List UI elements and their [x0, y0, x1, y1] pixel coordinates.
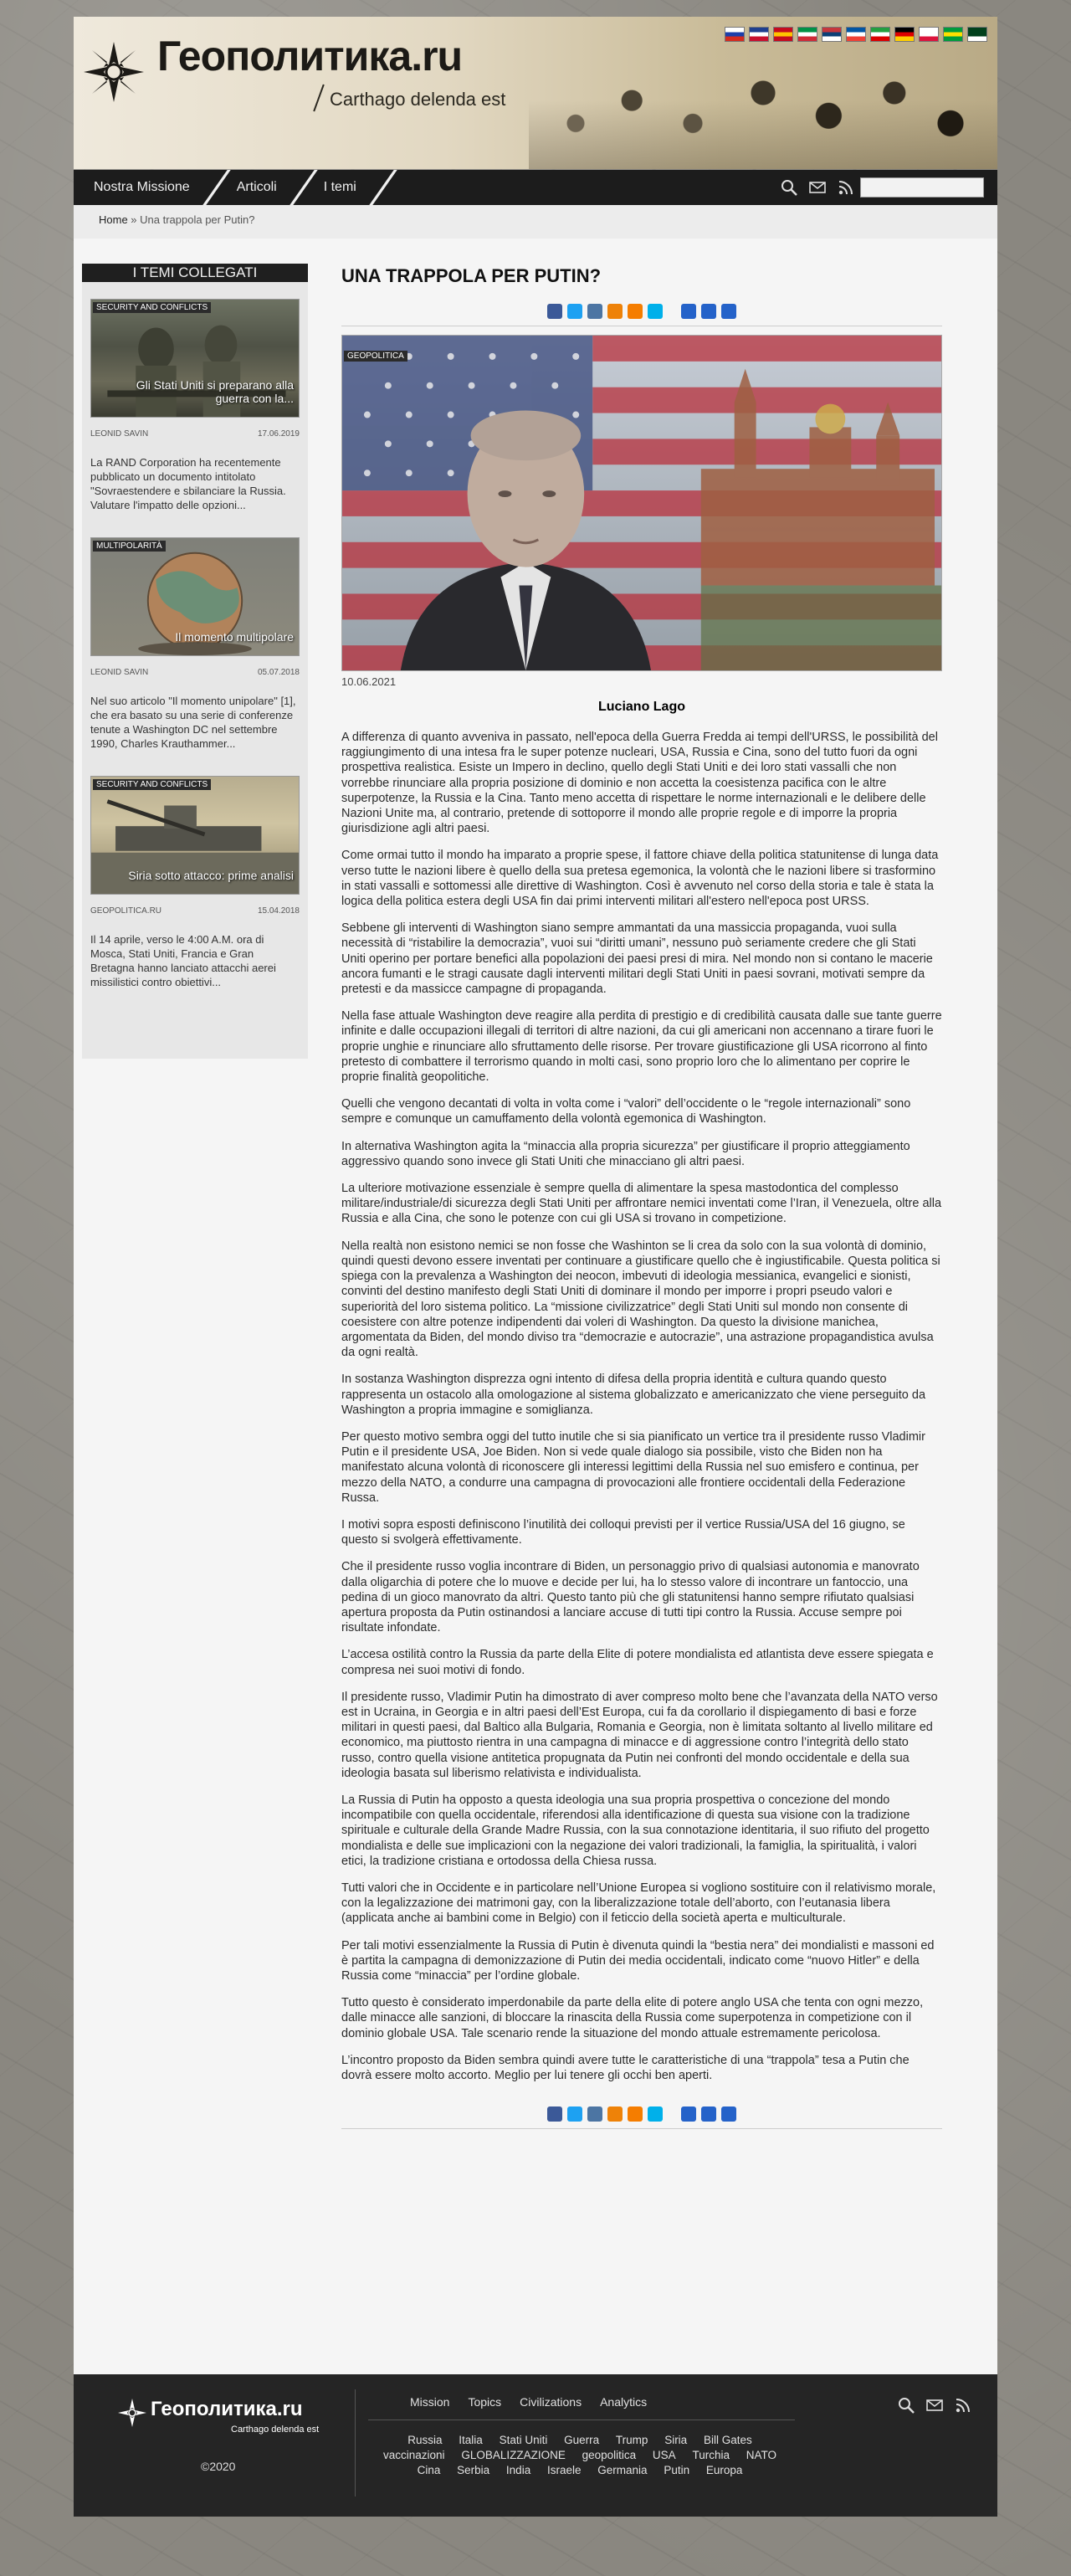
related-card-image[interactable]	[90, 537, 300, 656]
related-card-author[interactable]: LEONID SAVIN	[90, 668, 149, 677]
share-bar-bottom	[341, 2106, 942, 2129]
article-paragraph: In alternativa Washington agita la “minaccia alla propria sicurezza” per giustificare il proprio atteggiamento aggressivo quando sono invece gli Stati Uniti che minacciano gli altri paesi.	[341, 1139, 910, 1168]
more-icon[interactable]	[721, 304, 736, 319]
mail-icon[interactable]	[808, 178, 827, 197]
related-card-caption[interactable]: Siria sotto attacco: prime analisi	[128, 869, 294, 882]
logo-icon[interactable]	[82, 40, 146, 104]
footer-logo-text[interactable]: Геополитика.ru	[151, 2398, 303, 2420]
footer-tagline: Carthago delenda est	[231, 2425, 320, 2435]
footer-tag-link[interactable]: NATO	[746, 2449, 776, 2461]
site-container	[74, 17, 997, 2517]
twitter-icon[interactable]	[567, 304, 582, 319]
related-card-author[interactable]: GEOPOLITICA.RU	[90, 906, 162, 916]
flag-pk-icon[interactable]	[967, 27, 987, 42]
footer-tag-link[interactable]: Siria	[664, 2434, 688, 2446]
article-date: 10.06.2021	[341, 675, 397, 688]
related-card-image[interactable]	[90, 299, 300, 418]
odnoklassniki-icon[interactable]	[607, 2106, 623, 2122]
footer-tag-link[interactable]: Israele	[546, 2464, 582, 2476]
email-icon[interactable]	[681, 304, 696, 319]
footer-icons	[897, 2396, 972, 2414]
share-spacer	[668, 2106, 676, 2122]
twitter-icon[interactable]	[567, 2106, 582, 2122]
footer-divider	[355, 2389, 356, 2496]
article-title: UNA TRAPPOLA PER PUTIN?	[341, 265, 602, 286]
nav-item-articoli[interactable]: Articoli	[213, 170, 300, 205]
related-card-meta	[90, 906, 300, 916]
article-paragraph: In sostanza Washington disprezza ogni intento di difesa della propria identità e cultura quando questo rappresenta un ostacolo alla omologazione al sistema globalizzato e americanizzato che viene perseguito da Washington a propria immagine e somiglianza.	[341, 1373, 926, 1417]
article-image-tag: GEOPOLITICA	[344, 351, 407, 362]
related-card-meta	[90, 668, 300, 677]
flag-en-icon[interactable]	[749, 27, 769, 42]
livejournal-icon[interactable]	[648, 304, 663, 319]
article-paragraph: L’accesa ostilità contro la Russia da parte della Elite di potere mondialista ed atlantista deve essere spiegata e compresa nei suoi motivi di fondo.	[341, 1648, 934, 1677]
footer-nav-topics[interactable]: Topics	[468, 2395, 502, 2409]
related-card-date: 17.06.2019	[257, 429, 300, 439]
footer-nav-civilizations[interactable]: Civilizations	[520, 2395, 582, 2409]
nav-item-i-temi[interactable]: I temi	[300, 170, 380, 205]
footer-tag-link[interactable]: GLOBALIZZAZIONE	[461, 2449, 566, 2461]
breadcrumb	[74, 205, 997, 239]
article	[341, 264, 942, 2358]
share-spacer	[668, 304, 676, 319]
flag-it-icon[interactable]	[797, 27, 817, 42]
footer-separator	[368, 2419, 795, 2420]
flag-fr-icon[interactable]	[846, 27, 866, 42]
related-card-tag: SECURITY AND CONFLICTS	[93, 779, 211, 790]
search-icon[interactable]	[780, 178, 798, 197]
article-paragraph: Quelli che vengono decantati di volta in volta come i “valori” dell’occidente o le “regole internazionali” sono sempre e comunque un camuffamento della volontà egemonica di Washington.	[341, 1097, 911, 1126]
article-paragraph: Il presidente russo, Vladimir Putin ha dimostrato di aver compreso molto bene che l’avanzata della NATO verso est in Ucraina, in Georgia e in altri paesi dell’Est Europa, cui fa da corollario il dispiegamento di basi e forze militari in questi paesi, dal Baltico alla Bulgaria, Romania e Georgia, non è limitata soltanto al livello militare ed economico, ma piuttosto rientra in una campagna di minacce e di aggressione contro l’integrità dello stato russo, contro quella visione antitetica propugnata da Putin nei confronti del mondo occidentale e della sua ideologia basata sul liberismo relativista e individualista.	[341, 1690, 938, 1780]
footer-nav	[410, 2395, 647, 2409]
related-card-caption[interactable]: Gli Stati Uniti si preparano alla guerra con la...	[136, 378, 294, 405]
putin-kremlin-flag-image	[342, 336, 941, 670]
related-card-tag: MULTIPOLARITÀ	[93, 541, 166, 552]
article-hero-image	[341, 335, 942, 671]
rss-icon[interactable]	[954, 2396, 972, 2414]
article-paragraph: L’incontro proposto da Biden sembra quindi avere tutte le caratteristiche di una “trappola” tesa a Putin che dovrà essere molto accorto. Meglio per lui tenere gli occhi ben aperti.	[341, 2053, 910, 2083]
footer-copyright: ©2020	[201, 2460, 236, 2473]
odnoklassniki-icon[interactable]	[607, 304, 623, 319]
flag-ru-icon[interactable]	[725, 27, 745, 42]
related-card-excerpt: Il 14 aprile, verso le 4:00 A.M. ora di Mosca, Stati Uniti, Francia e Gran Bretagna hanno lanciato attacchi aerei missilistici contro obiettivi...	[90, 933, 276, 988]
breadcrumb-home-link[interactable]: Home	[99, 213, 128, 226]
share-bar-top	[341, 304, 942, 326]
footer-tag-link[interactable]: Turchia	[692, 2449, 730, 2461]
article-paragraph: Per tali motivi essenzialmente la Russia di Putin è divenuta quindi la “bestia nera” dei mondialisti e massoni ed è partita la campagna di demonizzazione di Putin dei media occidentali, indicato come “nuovo Hitler” e della Russia come “minaccia” per l’ordine globale.	[341, 1938, 935, 1983]
article-body	[341, 730, 942, 2083]
related-card-caption[interactable]: Il momento multipolare	[175, 630, 294, 644]
footer-tag-link[interactable]: Stati Uniti	[499, 2434, 548, 2446]
nav-item-nostra-missione[interactable]: Nostra Missione	[74, 170, 213, 205]
footer-tag-link[interactable]: Putin	[664, 2464, 690, 2476]
footer-tag-link[interactable]: Germania	[597, 2464, 648, 2476]
site-footer	[74, 2374, 997, 2517]
article-paragraph: Nella fase attuale Washington deve reagire alla perdita di prestigio e di credibilità causata dalle sue tante guerre infinite e dalle occupazioni illegali di territori di altre nazioni, da cui gli americani non accennano a tirare fuori le proprie unghie e rinunciare allo sfruttamento delle risorse. Per trovare giustificazione gli USA ricorrono al finto pretesto di combattere il terrorismo quando in molti casi, sono proprio loro che lo alimentano per coprire le proprie finalità geopolitiche.	[341, 1009, 942, 1085]
footer-nav-analytics[interactable]: Analytics	[600, 2395, 648, 2409]
sidebar-title: I TEMI COLLEGATI	[82, 264, 308, 282]
livejournal-icon[interactable]	[648, 2106, 663, 2122]
footer-nav-mission[interactable]: Mission	[410, 2395, 450, 2409]
footer-tag-link[interactable]: USA	[652, 2449, 676, 2461]
breadcrumb-current: Una trappola per Putin?	[140, 213, 255, 226]
mail-icon[interactable]	[925, 2396, 944, 2414]
article-paragraph: Tutto questo è considerato imperdonabile da parte della elite di potere anglo USA che tenta con ogni mezzo, dalle minacce alle sanzioni, di bloccare la rinascita della Russia come superpotenza in competizione con il dominio globale USA. Tale scenario rende la situazione del mondo attuale estremamente pericolosa.	[341, 1996, 924, 2040]
facebook-icon[interactable]	[547, 2106, 562, 2122]
article-paragraph: La ulteriore motivazione essenziale è sempre quella di alimentare la spesa mastodontica del complesso militare/industriale/di sicurezza degli Stati Uniti per affrontare nemici inventati come l’Iran, il Venezuela, oltre alla Russia e alla Cina, che sono le potenze con cui gli USA si trovano in competizione.	[341, 1182, 942, 1226]
nav-icons	[780, 178, 855, 197]
footer-tag-link[interactable]: Guerra	[564, 2434, 600, 2446]
main-content	[74, 239, 997, 2374]
article-author[interactable]: Luciano Lago	[598, 700, 685, 714]
flag-ir-icon[interactable]	[870, 27, 890, 42]
related-card-image[interactable]	[90, 776, 300, 895]
blogger-icon[interactable]	[628, 2106, 643, 2122]
footer-tag-link[interactable]: vaccinazioni	[383, 2449, 445, 2461]
print-icon[interactable]	[701, 2106, 716, 2122]
flag-pl-icon[interactable]	[919, 27, 939, 42]
article-paragraph: Nella realtà non esistono nemici se non fosse che Washinton se li crea da solo con la sua volontà di dominio, quindi questi devono essere inventati per continuare a giustificare quello che è ingiustificabile. Questa politica si spiega con la prevalenza a Washington dei neocon, imbevuti di ideologia messianica, evangelici e sionisti, convinti del destino manifesto degli Stati Uniti di dominare il mondo per imporre i propri pseudo valori e superiorità del loro sistema politico. La “missione civilizzatrice” degli Stati Uniti sul mondo non consente di coesistere con altre potenze indipendenti dai voleri di Washington. Da questo la divisione manichea, argomentata da Biden, del mondo diviso tra “democrazie e autocrazie”, una astrazione propagandistica avulsa da ogni realtà.	[341, 1239, 940, 1360]
related-card[interactable]	[90, 299, 300, 512]
article-paragraph: Sebbene gli interventi di Washington siano sempre ammantati da una massiccia propaganda, vuoi sulla necessità di “ristabilire la democrazia”, vuoi sui “diritti umani”, nessuno può seriamente credere che gli Stati Uniti operino per portare benefici alla popolazioni dei paesi presi di mira. Nel mondo non si contano le macerie ancora fumanti e le stragi causate dagli interventi militari degli Stati Uniti in paesi sovrani, motivati sempre da pretesti e da massicce campagne di propaganda.	[341, 921, 933, 997]
footer-logo-icon[interactable]	[117, 2398, 147, 2428]
related-card[interactable]	[90, 776, 300, 989]
footer-tag-link[interactable]: Italia	[459, 2434, 483, 2446]
footer-tag-link[interactable]: Russia	[407, 2434, 443, 2446]
flag-br-icon[interactable]	[943, 27, 963, 42]
print-icon[interactable]	[701, 304, 716, 319]
article-paragraph: La Russia di Putin ha opposto a questa ideologia una sua propria prospettiva o concezione del mondo incompatibile con quella occidentale, riferendosi alla identificazione di questa sua visione con la tradizione spirituale e culturale della Grande Madre Russia, con la sua connotazione identitaria, il suo rifiuto del progetto mondialista e delle sue implicazioni con la negazione dei valori tradizionali, la famiglia, la spiritualità, i valori etici, la tradizione cristiana e ortodossa della Chiesa russa.	[341, 1793, 930, 1868]
main-nav	[74, 170, 997, 205]
footer-tag-link[interactable]: Europa	[705, 2464, 743, 2476]
article-paragraph: Che il presidente russo voglia incontrare di Biden, un personaggio privo di qualsiasi autonomia e manovrato dalla oligarchia di potere che lo muove e decide per lui, ha lo stesso valore di incontrare un fantoccio, una pedina di un gioco manovrato da altri. Questo tanto più che gli statunitensi hanno sempre rifiutato qualsiasi apertura proposta da Putin ostinandosi a lanciare accuse di tutti tipi contro la Russia. Accuse sempre poi risultate infondate.	[341, 1560, 920, 1635]
footer-tag-link[interactable]: Bill Gates	[703, 2434, 752, 2446]
footer-tag-link[interactable]: geopolitica	[582, 2449, 637, 2461]
related-card-date: 05.07.2018	[257, 668, 300, 677]
site-tagline: Carthago delenda est	[330, 89, 506, 110]
search-icon[interactable]	[897, 2396, 915, 2414]
site-header	[74, 17, 997, 169]
flag-es-icon[interactable]	[773, 27, 793, 42]
related-card-excerpt: La RAND Corporation ha recentemente pubblicato un documento intitolato "Sovraestendere e sbilanciare la Russia. Valutare l'impatto delle opzioni...	[90, 456, 286, 511]
footer-tag-link[interactable]: India	[505, 2464, 531, 2476]
related-card[interactable]	[90, 537, 300, 751]
email-icon[interactable]	[681, 2106, 696, 2122]
vk-icon[interactable]	[587, 2106, 602, 2122]
sidebar-related	[82, 264, 308, 1059]
related-card-author[interactable]: LEONID SAVIN	[90, 429, 149, 439]
related-card-tag: SECURITY AND CONFLICTS	[93, 302, 211, 313]
article-paragraph: Come ormai tutto il mondo ha imparato a proprie spese, il fattore chiave della politica statunitense di lunga data verso tutte le nazioni libere è quello della sua pretesa egemonica, la volontà che le nazioni libere si trasformino in stati vassalli e sottomessi alle direttive di Washington. Così è avvenuto nel corso della storia e tale è stata la logica della politica estera degli USA fin dai primi interventi militari all'estero nell'epoca post URSS.	[341, 849, 939, 909]
vk-icon[interactable]	[587, 304, 602, 319]
blogger-icon[interactable]	[628, 304, 643, 319]
language-switcher	[725, 27, 987, 42]
footer-tags	[366, 2433, 793, 2478]
search-input[interactable]	[860, 177, 984, 198]
site-logo-text[interactable]: Геополитика.ru	[157, 33, 463, 80]
article-paragraph: Per questo motivo sembra oggi del tutto inutile che si sia pianificato un vertice tra il presidente russo Vladimir Putin e il presidente USA, Joe Biden. Non si vede quale dialogo sia possibile, visto che Biden non ha manifestato alcuna volontà di riconoscere gli interessi legittimi della Russia nel suo emisfero e continua, per mezzo della NATO, a condurre una campagna di provocazioni alle frontiere occidentali della Federazione Russa.	[341, 1429, 925, 1505]
footer-tag-link[interactable]: Cina	[417, 2464, 441, 2476]
flag-rs-icon[interactable]	[822, 27, 842, 42]
rss-icon[interactable]	[837, 178, 855, 197]
footer-tag-link[interactable]: Serbia	[457, 2464, 490, 2476]
footer-tag-link[interactable]: Trump	[615, 2434, 648, 2446]
more-icon[interactable]	[721, 2106, 736, 2122]
article-paragraph: A differenza di quanto avveniva in passato, nell'epoca della Guerra Fredda ai tempi dell'URSS, le possibilità del raggiungimento di una intesa fra le super potenze nucleari, USA, Russia e Cina, sono del tutto fuori da ogni prospettiva realistica. Esiste un Impero in declino, quello degli Stati Uniti e dei loro stati vassalli che non vorrebbe rinunciare alla propria posizione di dominio e non accetta la coesistenza pacifica con le altre superpotenze, la Russia e la Cina. Tanto meno accetta di rispettare le norme internazionali e le delibere delle Nazioni Unite ma, al contrario, pretende di sottoporre il mondo alle proprie regole e di imporre la propria giurisdizione agli altri paesi.	[341, 731, 938, 836]
article-paragraph: Tutti valori che in Occidente e in particolare nell’Unione Europea si vogliono sostituire con il relativismo morale, con la legalizzazione dei matrimoni gay, con la liberalizzazione totale dell’aborto, con l’eutanasia libera (applicata anche ai bambini come in Belgio) con il feticcio della società aperta e multiculturale.	[341, 1881, 936, 1926]
related-card-excerpt: Nel suo articolo "Il momento unipolare" [1], che era basato su una serie di conferenze tenute a Washington DC nel settembre 1990, Charles Krauthammer...	[90, 695, 296, 750]
flag-de-icon[interactable]	[894, 27, 915, 42]
article-paragraph: I motivi sopra esposti definiscono l’inutilità dei colloqui previsti per il vertice Russia/USA del 16 giugno, se questo si svolgerà effettivamente.	[341, 1517, 905, 1547]
breadcrumb-separator: »	[127, 213, 141, 226]
facebook-icon[interactable]	[547, 304, 562, 319]
related-card-date: 15.04.2018	[257, 906, 300, 916]
related-card-meta	[90, 429, 300, 439]
